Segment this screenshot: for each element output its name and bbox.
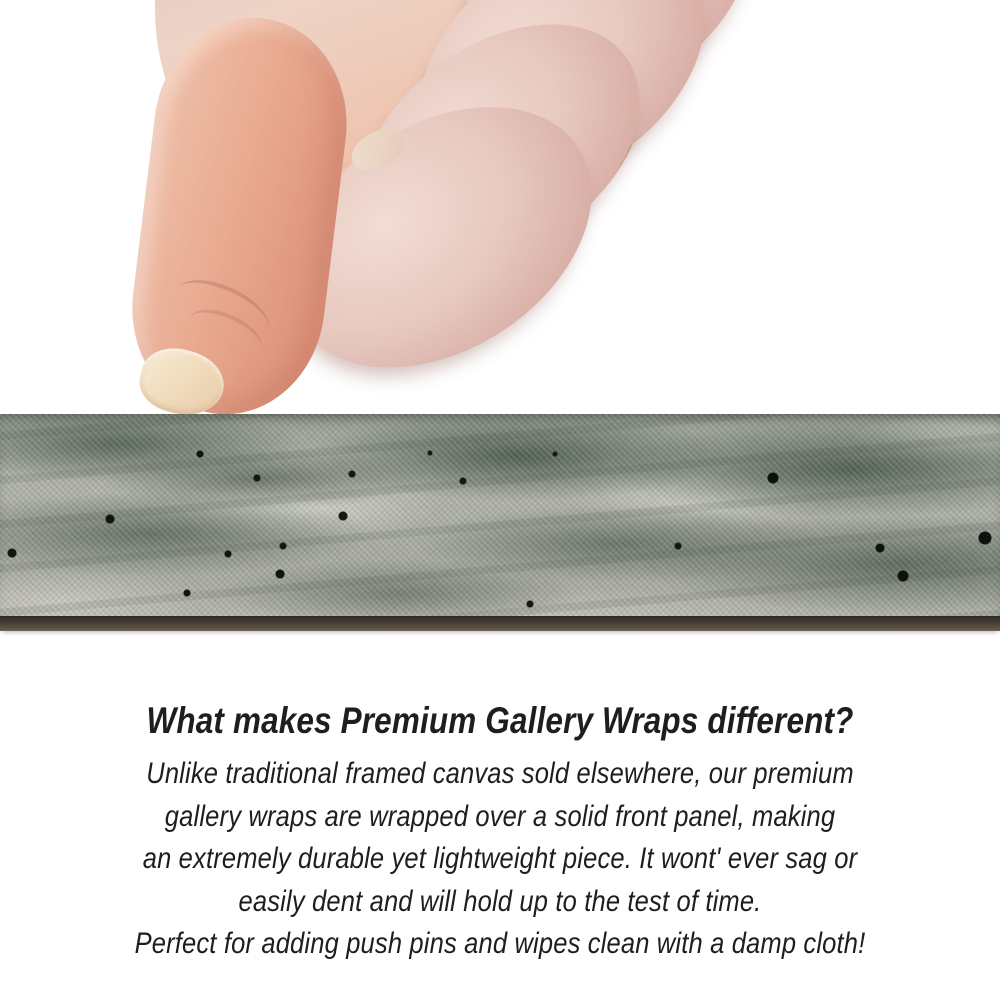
caption-line-2: gallery wraps are wrapped over a solid front panel, making xyxy=(164,799,836,833)
caption-heading: What makes Premium Gallery Wraps different? xyxy=(146,700,854,741)
caption-line-1: Unlike traditional framed canvas sold elsewhere, our premium xyxy=(146,757,854,790)
caption-block xyxy=(75,700,925,966)
canvas-edge-strip xyxy=(0,414,1000,631)
canvas-panel-underside-edge xyxy=(0,616,1000,631)
caption-line-4: easily dent and will hold up to the test of time. xyxy=(238,884,762,918)
caption-line-3: an extremely durable yet lightweight piece. It wont' ever sag or xyxy=(142,842,858,875)
caption-line-5: Perfect for adding push pins and wipes clean with a damp cloth! xyxy=(134,927,866,960)
canvas-speckle-holes xyxy=(0,414,1000,631)
